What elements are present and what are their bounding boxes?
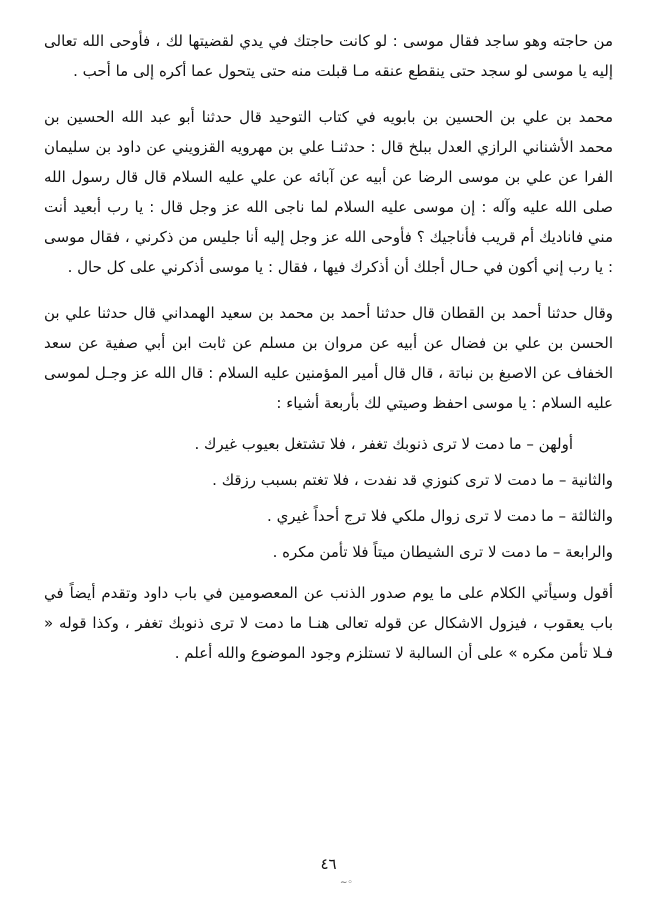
paragraph-3: وقال حدثنا أحمد بن القطان قال حدثنا أحمد بن محمد بن سعيد الهمداني قال حدثنا علي بن الحسن بن علي بن فضال عن أبيه عن مروان بن مسلم عن ثابت ابن أبي صفية عن سعد الخفاف عن الاصبغ بن نباتة ، قال قال أمير المؤمنين عليه السلام : قال الله عز وجـل لموسى عليه السلام : يا موسى احفظ وصيتي لك بأربعة أشياء :: [44, 304, 613, 412]
paragraph-gap: [44, 570, 613, 578]
list-item: أولهن – ما دمت لا ترى ذنوبك تغفر ، فلا تشتغل بعيوب غيرك .: [194, 435, 573, 453]
paragraph-1: من حاجته وهو ساجد فقال موسى : لو كانت حاجتك في يدي لقضيتها لك ، فأوحى الله تعالى إليه يا موسى لو سجد حتى ينقطع عنقه مـا قبلت منه حتى يتحول عما أكره إلى ما أحب .: [44, 32, 613, 80]
page-number: ٤٦: [320, 855, 337, 873]
list-item: والثالثة – ما دمت لا ترى زوال ملكي فلا ترج أحداً غيري .: [267, 507, 613, 525]
paragraph-4: أقول وسيأتي الكلام على ما يوم صدور الذنب عن المعصومين في باب داود وتقدم أيضاً في باب يعقوب ، فيزول الاشكال عن قوله تعالى هنـا ما دمت لا ترى ذنوبك تغفر ، وكذا قوله « فـلا تأمن مكره » على أن السالبة لا تستلزم وجود الموضوع والله أعلم .: [44, 584, 613, 662]
paragraph-2: محمد بن علي بن الحسين بن بابويه في كتاب التوحيد قال حدثنا أبو عبد الله الحسين بن محمد الأشناني الرازي العدل ببلخ قال : حدثنـا علي بن مهرويه القزويني عن داود بن سليمان الفرا عن علي بن موسى الرضا عن أبيه عن آبائه عن علي عليه السلام قال قال رسول الله صلى الله عليه وآله : إن موسى عليه السلام لما ناجى الله عز وجل قال : يا رب أبعيد أنت مني فاناديك أم قريب فأناجيك ؟ فأوحى الله عز وجل إليه أنا جليس من ذكرني ، فقال موسى : يا رب إني أكون في حـال أجلك أن أذكرك فيها ، فقال : يا موسى أذكرني على كل حال .: [44, 108, 613, 276]
paragraph-gap: [44, 86, 613, 102]
list-item: والرابعة – ما دمت لا ترى الشيطان ميتاً فلا تأمن مكره .: [272, 543, 613, 561]
list-item: والثانية – ما دمت لا ترى كنوزي قد نفدت ، فلا تغتم بسبب رزقك .: [212, 471, 613, 489]
commandments-list: [44, 426, 613, 570]
paragraph-gap: [44, 418, 613, 426]
printer-mark-icon: ◦∽: [340, 878, 353, 888]
paragraph-gap: [44, 282, 613, 298]
